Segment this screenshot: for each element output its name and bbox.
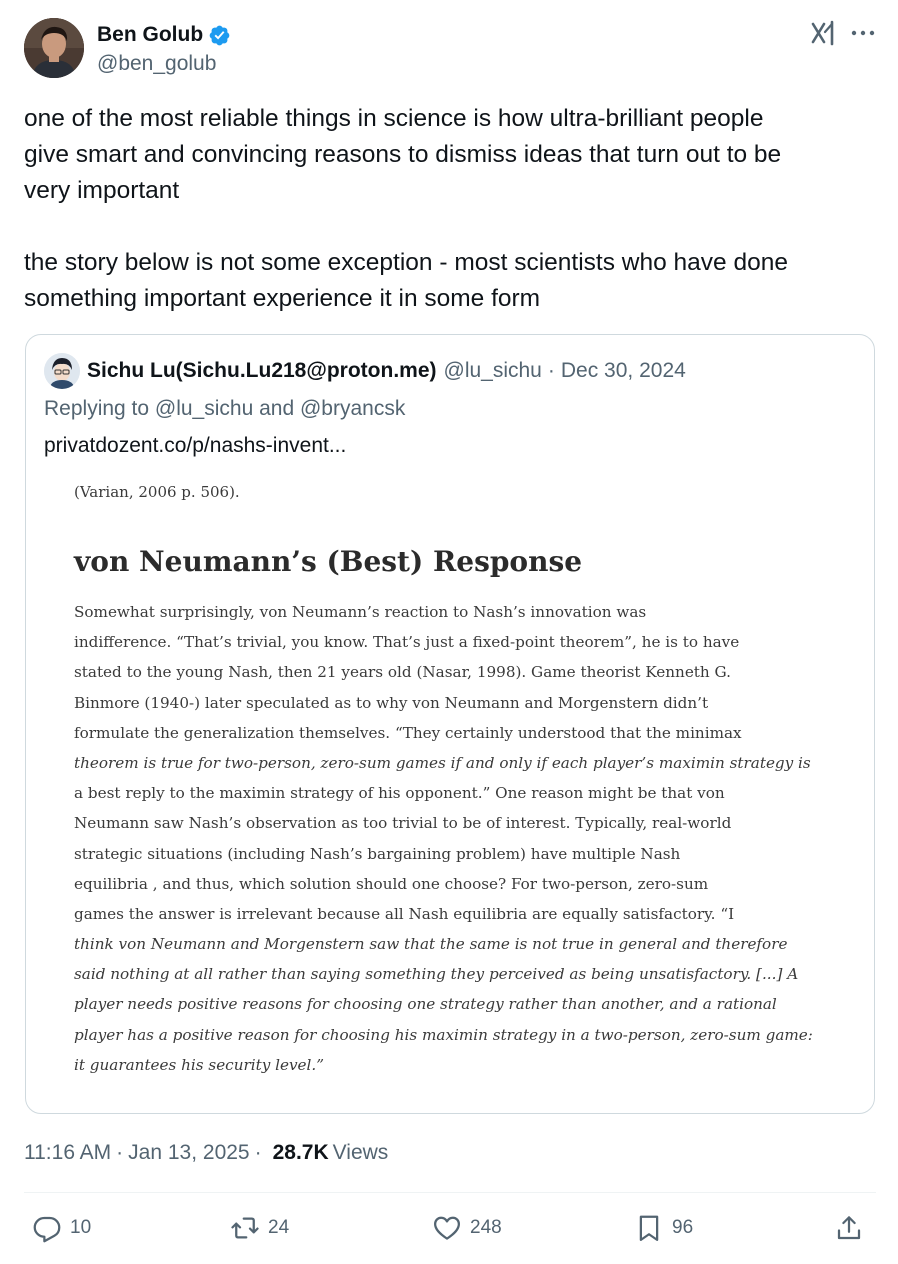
bookmark-icon [634, 1213, 664, 1243]
document-line: Binmore (1940-) later speculated as to why von Neumann and Morgenstern didn’t [74, 693, 709, 712]
document-line: a best reply to the maximin strategy of his opponent.” One reason might be that von [74, 784, 725, 803]
document-body [74, 597, 834, 1080]
reply-button[interactable] [32, 1208, 91, 1248]
quoted-author-avatar [44, 353, 80, 389]
quoted-tweet[interactable] [25, 334, 875, 1114]
quoted-author-name[interactable]: Sichu Lu(Sichu.Lu218@proton.me) [87, 359, 437, 382]
author-name[interactable]: Ben Golub [97, 23, 204, 46]
document-line: indifference. “That’s trivial, you know. That’s just a fixed-point theorem”, he is to have [74, 633, 740, 652]
reply-icon [32, 1213, 62, 1243]
share-icon [834, 1213, 864, 1243]
document-citation: (Varian, 2006 p. 506). [74, 483, 240, 501]
document-line: it guarantees his security level.” [74, 1055, 324, 1074]
share-button[interactable] [834, 1208, 864, 1248]
like-button[interactable] [432, 1208, 502, 1248]
document-line: player needs positive reasons for choosing one strategy rather than another, and a rational [74, 995, 777, 1014]
tweet-date[interactable]: Jan 13, 2025 [128, 1141, 250, 1164]
verified-badge-icon [208, 24, 231, 47]
repost-button[interactable] [230, 1208, 289, 1248]
repost-icon [230, 1213, 260, 1243]
document-line: Somewhat surprisingly, von Neumann’s reaction to Nash’s innovation was [74, 603, 647, 621]
views-count: 28.7K [272, 1141, 329, 1164]
tweet-meta [24, 1138, 388, 1168]
action-bar [24, 1208, 876, 1248]
quoted-tweet-header [44, 353, 686, 389]
reply-count: 10 [70, 1217, 92, 1238]
document-line: Neumann saw Nash’s observation as too trivial to be of interest. Typically, real-world [74, 814, 732, 833]
document-line: player has a positive reason for choosing his maximin strategy in a two-person, zero-sum game: [74, 1025, 813, 1044]
tweet-header [24, 18, 876, 80]
grok-icon[interactable] [810, 20, 836, 46]
document-line: think von Neumann and Morgenstern saw that the same is not true in general and therefore [74, 935, 788, 954]
heart-icon [432, 1213, 462, 1243]
views-label: Views [332, 1141, 389, 1164]
document-line: theorem is true for two-person, zero-sum games if and only if each player’s maximin strategy is [74, 753, 811, 772]
document-line: stated to the young Nash, then 21 years old (Nasar, 1998). Game theorist Kenneth G. [74, 663, 731, 682]
quoted-link[interactable]: privatdozent.co/p/nashs-invent... [44, 434, 347, 457]
tweet-time[interactable]: 11:16 AM [24, 1141, 112, 1164]
document-line: said nothing at all rather than saying something they perceived as being unsatisfactory. [...] A [74, 965, 799, 984]
bookmark-count: 96 [672, 1217, 694, 1238]
document-line: equilibria , and thus, which solution should one choose? For two-person, zero-sum [74, 874, 709, 893]
document-line: strategic situations (including Nash’s bargaining problem) have multiple Nash [74, 844, 681, 863]
like-count: 248 [470, 1217, 502, 1238]
author-info [97, 22, 231, 76]
bookmark-button[interactable] [634, 1208, 693, 1248]
document-line: games the answer is irrelevant because all Nash equilibria are equally satisfactory. “I [74, 904, 735, 923]
quoted-author-handle[interactable]: @lu_sichu [443, 359, 542, 382]
separator-dot: · [254, 1141, 262, 1164]
replying-to: Replying to @lu_sichu and @bryancsk [44, 397, 406, 420]
divider [24, 1192, 876, 1193]
tweet-text: one of the most reliable things in science is how ultra-brilliant people give smart and convincing reasons to dismiss ideas that turn out to be very important the story below is not some exception - most scientists who have done something important experience it in some form [24, 105, 788, 312]
document-line: formulate the generalization themselves. “They certainly understood that the minimax [74, 723, 742, 742]
separator-dot: · [116, 1141, 124, 1164]
author-handle[interactable]: @ben_golub [97, 52, 217, 75]
separator-dot: · [547, 359, 555, 382]
quoted-date[interactable]: Dec 30, 2024 [560, 359, 686, 382]
document-heading: von Neumann’s (Best) Response [74, 545, 583, 578]
repost-count: 24 [268, 1217, 290, 1238]
more-icon[interactable] [850, 24, 876, 42]
author-avatar[interactable] [24, 18, 84, 78]
